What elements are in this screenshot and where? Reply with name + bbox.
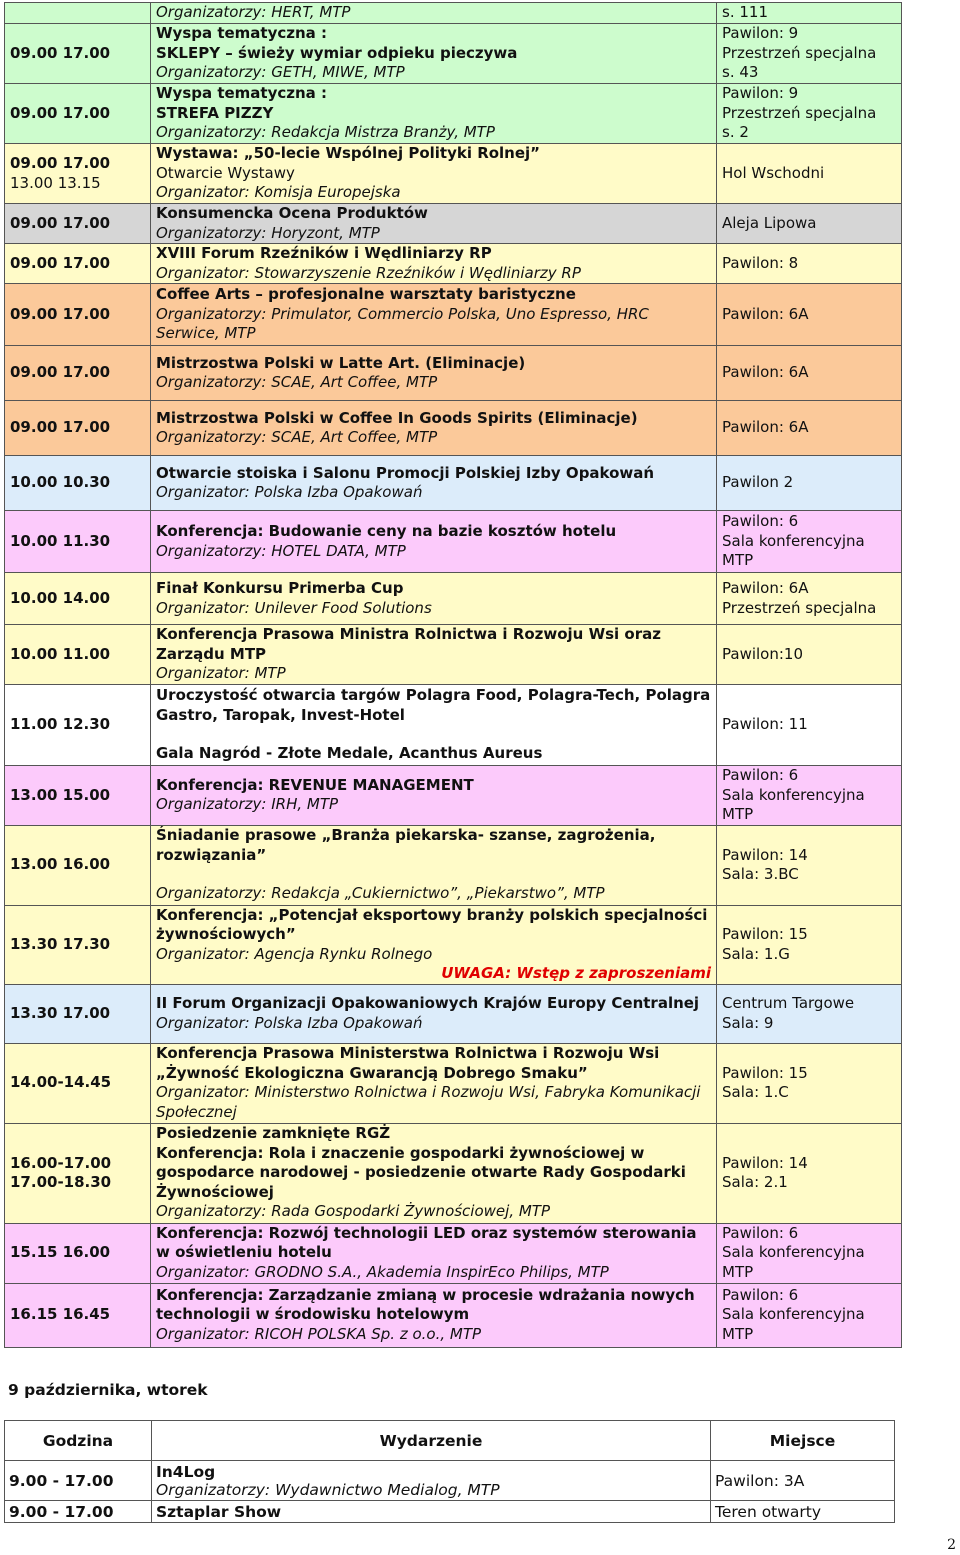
place-cell: Pawilon: 11 xyxy=(717,685,902,766)
time-cell: 16.00-17.00 17.00-18.30 xyxy=(5,1123,151,1223)
event-cell: Wyspa tematyczna : STREFA PIZZY Organizatorzy: Redakcja Mistrza Branży, MTP xyxy=(151,84,717,144)
table-row xyxy=(5,244,902,284)
place-cell: s. 111 xyxy=(717,3,902,24)
place-cell: Pawilon: 6A xyxy=(717,401,902,456)
event-cell xyxy=(151,3,717,24)
time-cell xyxy=(5,3,151,24)
event-cell: Konferencja: Rozwój technologii LED oraz systemów sterowania w oświetleniu hotelu Organizator: GRODNO S.A., Akademia InspirEco Philips, MTP xyxy=(151,1223,717,1283)
place-cell: Pawilon: 6A Przestrzeń specjalna xyxy=(717,573,902,625)
place-cell: Pawilon: 6 Sala konferencyjna MTP xyxy=(717,766,902,826)
table-row xyxy=(5,905,902,984)
day2-schedule-table xyxy=(4,1420,895,1523)
time-cell: 10.00 11.00 xyxy=(5,625,151,685)
table-row xyxy=(5,1043,902,1123)
place-cell: Pawilon: 3A xyxy=(711,1461,895,1501)
table-header-row xyxy=(5,1421,895,1461)
time-cell: 14.00-14.45 xyxy=(5,1043,151,1123)
event-cell: Konsumencka Ocena Produktów Organizatorzy: Horyzont, MTP xyxy=(151,204,717,244)
time-cell: 13.00 15.00 xyxy=(5,766,151,826)
time-cell: 09.00 17.00 xyxy=(5,244,151,284)
event-cell: Wyspa tematyczna : SKLEPY – świeży wymiar odpieku pieczywa Organizatorzy: GETH, MIWE, MTP xyxy=(151,24,717,84)
time-cell: 09.00 17.00 13.00 13.15 xyxy=(5,144,151,204)
table-row xyxy=(5,685,902,766)
table-row xyxy=(5,144,902,204)
place-cell: Centrum Targowe Sala: 9 xyxy=(717,984,902,1043)
page-number: 2 xyxy=(947,1537,956,1553)
time-cell: 10.00 11.30 xyxy=(5,511,151,573)
day-heading: 9 października, wtorek xyxy=(8,1381,208,1399)
table-row xyxy=(5,284,902,346)
place-cell: Pawilon 2 xyxy=(717,456,902,511)
table-row xyxy=(5,1461,895,1501)
time-cell: 09.00 17.00 xyxy=(5,84,151,144)
time-cell: 09.00 17.00 xyxy=(5,346,151,401)
event-cell: Konferencja: „Potencjał eksportowy branży polskich specjalności żywnościowych” Organizator: Agencja Rynku Rolnego UWAGA: Wstęp z zaproszeniami xyxy=(151,905,717,984)
table-row xyxy=(5,984,902,1043)
event-cell: Mistrzostwa Polski w Latte Art. (Eliminacje) Organizatorzy: SCAE, Art Coffee, MTP xyxy=(151,346,717,401)
event-cell: II Forum Organizacji Opakowaniowych Krajów Europy Centralnej Organizator: Polska Izba Opakowań xyxy=(151,984,717,1043)
event-cell: XVIII Forum Rzeźników i Wędliniarzy RP Organizator: Stowarzyszenie Rzeźników i Wędliniarzy RP xyxy=(151,244,717,284)
table-row xyxy=(5,825,902,905)
table-row xyxy=(5,1501,895,1523)
time-cell: 10.00 10.30 xyxy=(5,456,151,511)
place-cell: Hol Wschodni xyxy=(717,144,902,204)
event-cell: Konferencja Prasowa Ministerstwa Rolnictwa i Rozwoju Wsi „Żywność Ekologiczna Gwarancją Dobrego Smaku” Organizator: Ministerstwo Rolnictwa i Rozwoju Wsi, Fabryka Komunikacji Społecznej xyxy=(151,1043,717,1123)
event-cell: Mistrzostwa Polski w Coffee In Goods Spirits (Eliminacje) Organizatorzy: SCAE, Art Coffee, MTP xyxy=(151,401,717,456)
event-cell: Coffee Arts – profesjonalne warsztaty baristyczne Organizatorzy: Primulator, Commercio Polska, Uno Espresso, HRC Serwice, MTP xyxy=(151,284,717,346)
place-cell: Pawilon: 15 Sala: 1.G xyxy=(717,905,902,984)
place-cell: Pawilon: 6 Sala konferencyjna MTP xyxy=(717,1283,902,1347)
event-cell: Konferencja: REVENUE MANAGEMENT Organizatorzy: IRH, MTP xyxy=(151,766,717,826)
place-cell: Pawilon:10 xyxy=(717,625,902,685)
time-cell: 10.00 14.00 xyxy=(5,573,151,625)
table-row xyxy=(5,1223,902,1283)
time-cell: 09.00 17.00 xyxy=(5,204,151,244)
place-cell: Pawilon: 6A xyxy=(717,346,902,401)
table-row xyxy=(5,3,902,24)
event-cell: In4Log Organizatorzy: Wydawnictwo Medialog, MTP xyxy=(152,1461,711,1501)
place-cell: Pawilon: 15 Sala: 1.C xyxy=(717,1043,902,1123)
place-cell: Pawilon: 14 Sala: 3.BC xyxy=(717,825,902,905)
event-cell: Otwarcie stoiska i Salonu Promocji Polskiej Izby Opakowań Organizator: Polska Izba Opakowań xyxy=(151,456,717,511)
event-cell: Uroczystość otwarcia targów Polagra Food, Polagra-Tech, Polagra Gastro, Taropak, Invest-Hotel Gala Nagród - Złote Medale, Acanthus Aureus xyxy=(151,685,717,766)
organizer: Organizatorzy: HERT, MTP xyxy=(156,3,351,22)
header-event: Wydarzenie xyxy=(152,1421,711,1461)
event-cell: Konferencja: Budowanie ceny na bazie kosztów hotelu Organizatorzy: HOTEL DATA, MTP xyxy=(151,511,717,573)
place-cell: Aleja Lipowa xyxy=(717,204,902,244)
time-cell: 11.00 12.30 xyxy=(5,685,151,766)
schedule-table xyxy=(4,2,902,1348)
time-cell: 9.00 - 17.00 xyxy=(5,1501,152,1523)
time-cell: 09.00 17.00 xyxy=(5,24,151,84)
time-cell: 09.00 17.00 xyxy=(5,401,151,456)
place-cell: Pawilon: 6 Sala konferencyjna MTP xyxy=(717,1223,902,1283)
table-row xyxy=(5,766,902,826)
invitation-warning: UWAGA: Wstęp z zaproszeniami xyxy=(441,964,711,982)
table-row xyxy=(5,511,902,573)
event-cell: Śniadanie prasowe „Branża piekarska- szanse, zagrożenia, rozwiązania” Organizatorzy: Redakcja „Cukiernictwo”, „Piekarstwo”, MTP xyxy=(151,825,717,905)
time-cell: 16.15 16.45 xyxy=(5,1283,151,1347)
header-place: Miejsce xyxy=(711,1421,895,1461)
table-row xyxy=(5,204,902,244)
event-cell: Posiedzenie zamknięte RGŻ Konferencja: Rola i znaczenie gospodarki żywnościowej w gospodarce narodowej - posiedzenie otwarte Rady Gospodarki Żywnościowej Organizatorzy: Rada Gospodarki Żywnościowej, MTP xyxy=(151,1123,717,1223)
time-cell: 15.15 16.00 xyxy=(5,1223,151,1283)
event-cell: Finał Konkursu Primerba Cup Organizator: Unilever Food Solutions xyxy=(151,573,717,625)
table-row xyxy=(5,84,902,144)
table-row xyxy=(5,1123,902,1223)
event-cell: Konferencja Prasowa Ministra Rolnictwa i Rozwoju Wsi oraz Zarządu MTP Organizator: MTP xyxy=(151,625,717,685)
time-cell: 13.00 16.00 xyxy=(5,825,151,905)
header-time: Godzina xyxy=(5,1421,152,1461)
table-row xyxy=(5,456,902,511)
table-row xyxy=(5,573,902,625)
place-cell: Pawilon: 6A xyxy=(717,284,902,346)
table-row xyxy=(5,346,902,401)
place-cell: Pawilon: 9 Przestrzeń specjalna s. 43 xyxy=(717,24,902,84)
place-cell: Pawilon: 6 Sala konferencyjna MTP xyxy=(717,511,902,573)
time-cell: 13.30 17.30 xyxy=(5,905,151,984)
event-cell: Konferencja: Zarządzanie zmianą w procesie wdrażania nowych technologii w środowisku hotelowym Organizator: RICOH POLSKA Sp. z o.o., MTP xyxy=(151,1283,717,1347)
place-cell: Teren otwarty xyxy=(711,1501,895,1523)
table-row xyxy=(5,24,902,84)
event-cell: Sztaplar Show xyxy=(152,1501,711,1523)
place-cell: Pawilon: 14 Sala: 2.1 xyxy=(717,1123,902,1223)
table-row xyxy=(5,625,902,685)
event-cell: Wystawa: „50-lecie Wspólnej Polityki Rolnej” Otwarcie Wystawy Organizator: Komisja Europejska xyxy=(151,144,717,204)
place-cell: Pawilon: 9 Przestrzeń specjalna s. 2 xyxy=(717,84,902,144)
table-row xyxy=(5,401,902,456)
table-row xyxy=(5,1283,902,1347)
time-cell: 9.00 - 17.00 xyxy=(5,1461,152,1501)
time-cell: 09.00 17.00 xyxy=(5,284,151,346)
place-cell: Pawilon: 8 xyxy=(717,244,902,284)
time-cell: 13.30 17.00 xyxy=(5,984,151,1043)
